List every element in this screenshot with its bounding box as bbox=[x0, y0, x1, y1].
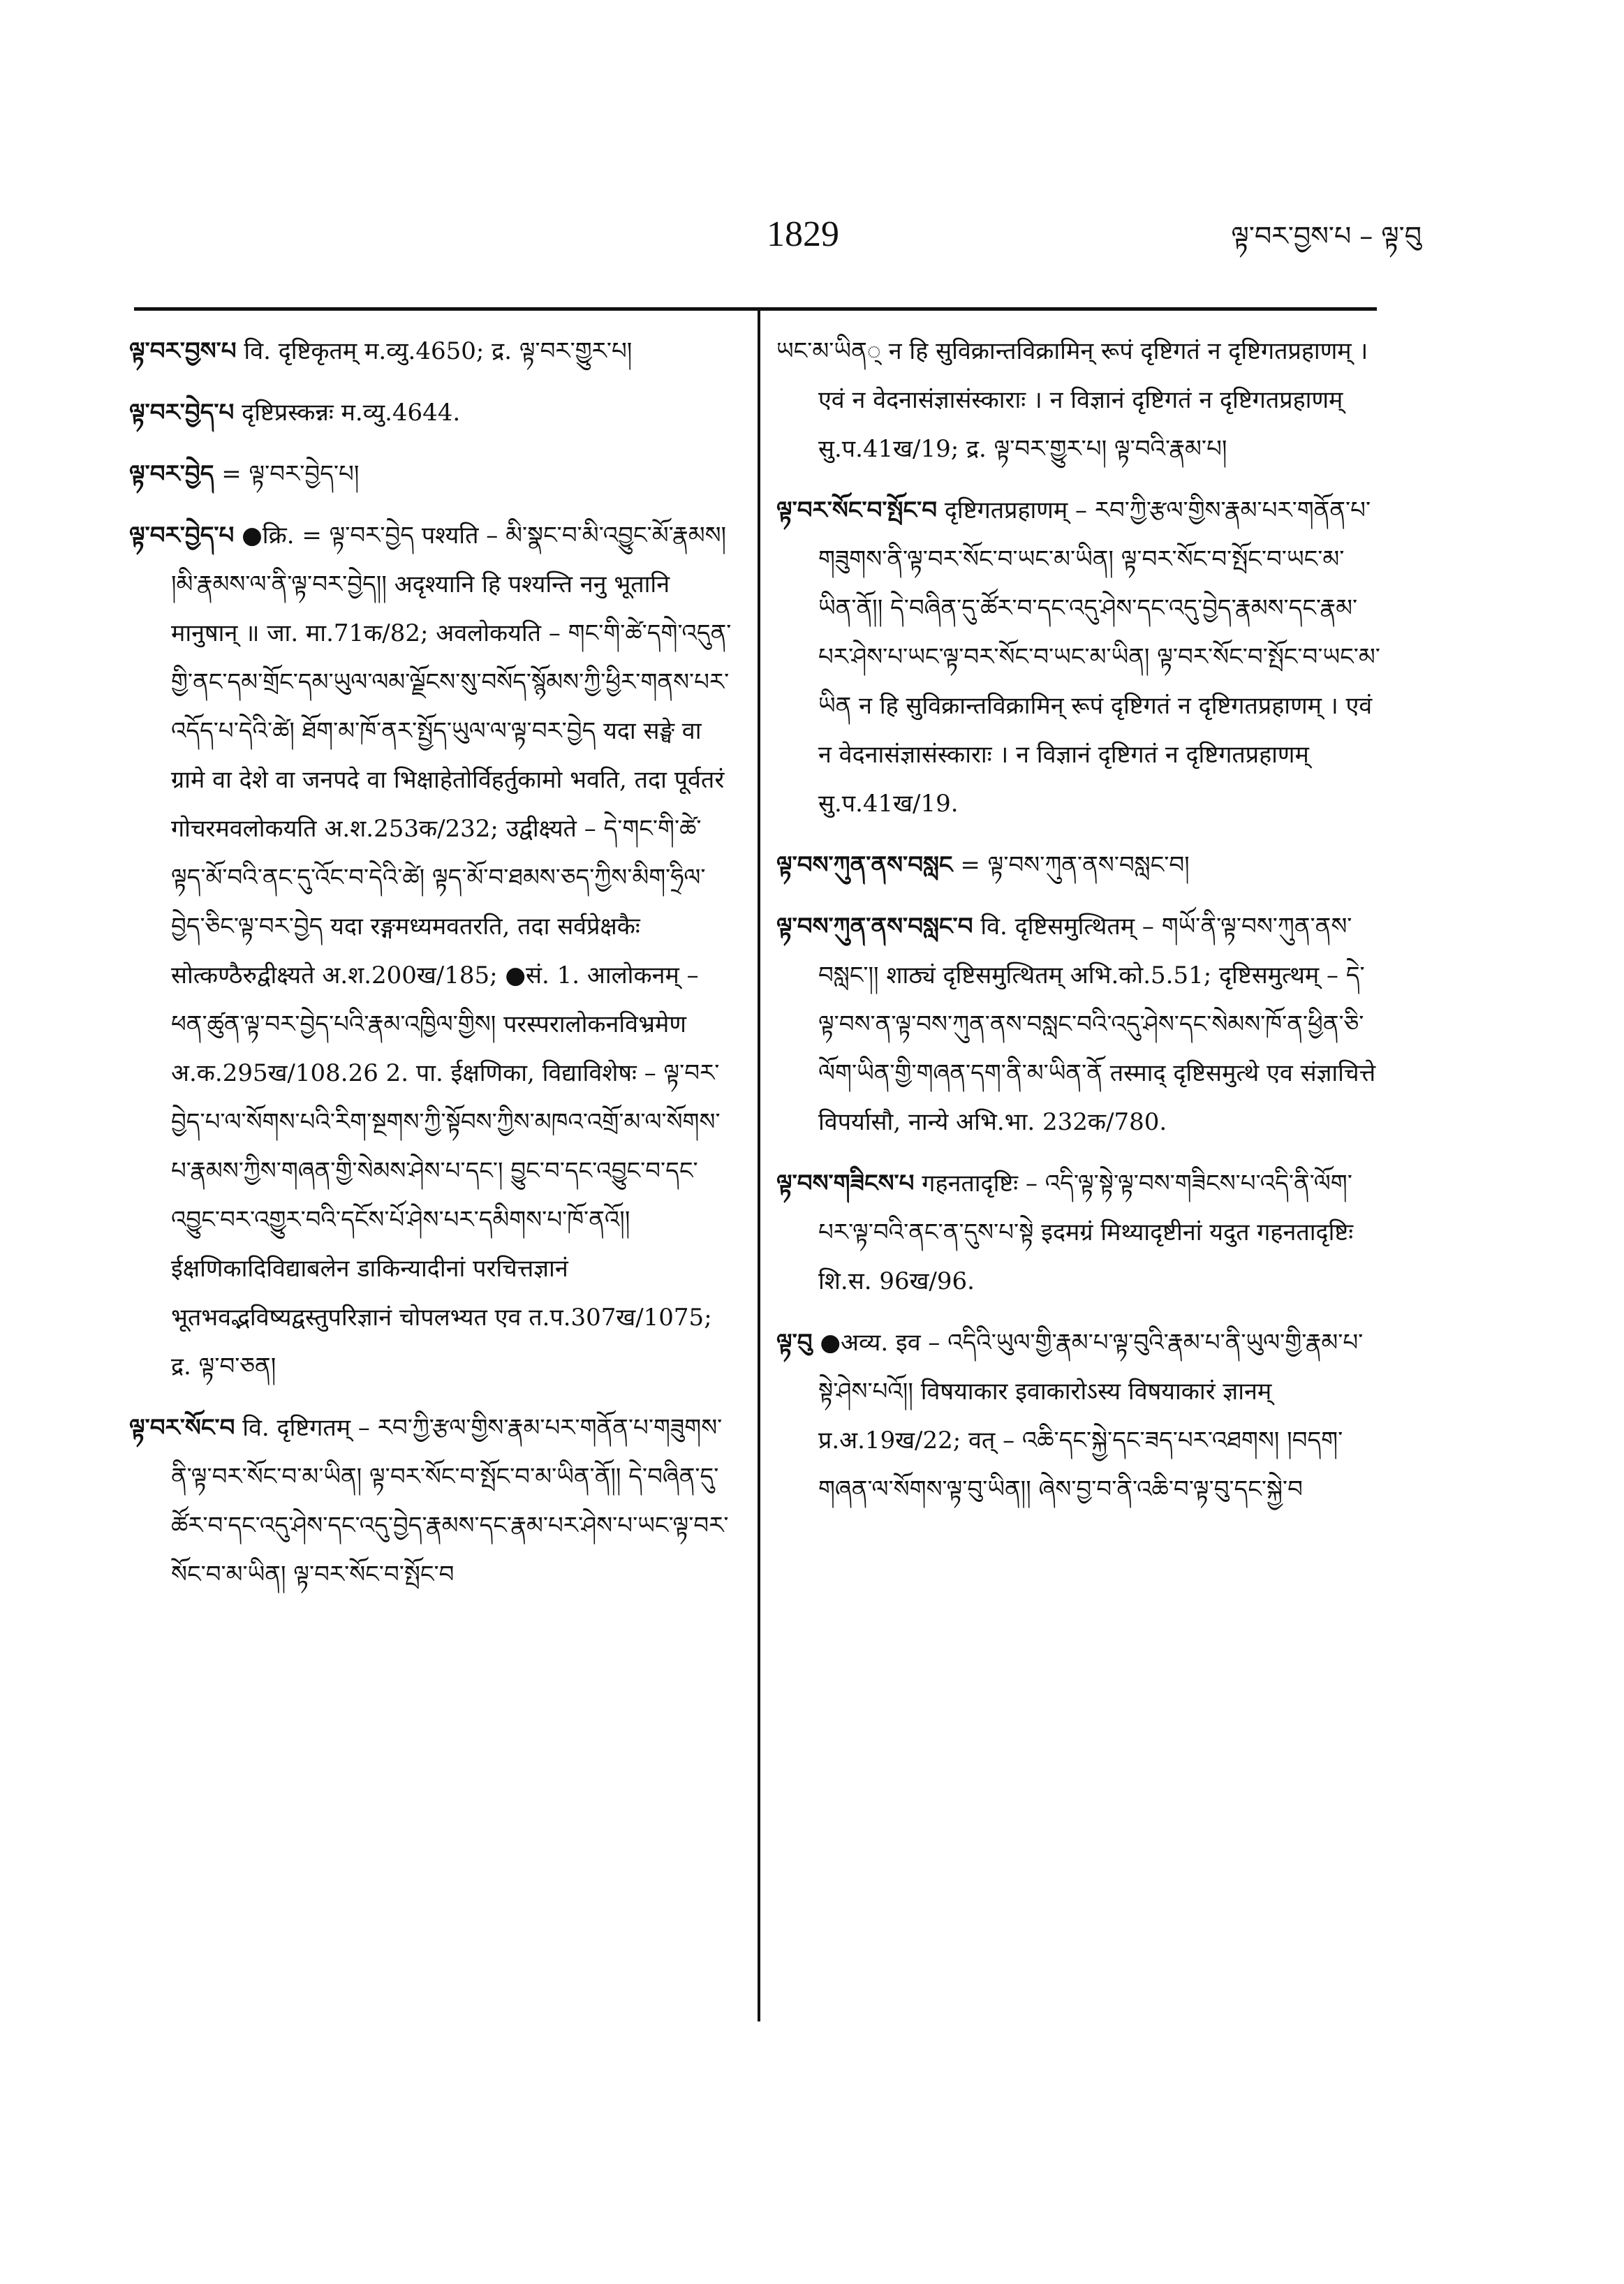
entry-text: ●क्रि. = ལྟ་བར་བྱེད पश्यति – མི་སྣང་བ་མི་འབྱུང་མོ་རྣམས། །མི་རྣམས་ལ་ནི་ལྟ་བར་བྱེད།། अदृश्यानि हि पश्यन्ति ननु भूतानि मानुषान् ॥ जा. मा.71क/82; अवलोकयति – གང་གི་ཚེ་དགེ་འདུན་གྱི་ནང་དམ་གྲོང་དམ་ཡུལ་ལམ་ལྗོངས་སུ་བསོད་སྙོམས་ཀྱི་ཕྱིར་གནས་པར་འདོད་པ་དེའི་ཚེ། ཐོག་མ་ཁོ་ནར་སྤྱོད་ཡུལ་ལ་ལྟ་བར་བྱེད यदा सङ्घे वा ग्रामे वा देशे वा जनपदे वा भिक्षाहेतोर्विहर्तुकामो भवति, तदा पूर्वतरं गोचरमवलोकयति अ.श.253क/232; उद्वीक्ष्यते – དེ་གང་གི་ཚེ་ལྟད་མོ་བའི་ནང་དུ་འོང་བ་དེའི་ཚེ། ལྟད་མོ་བ་ཐམས་ཅད་ཀྱིས་མིག་ཧྲིལ་བྱེད་ཅིང་ལྟ་བར་བྱེད यदा रङ्गमध्यमवतरति, तदा सर्वप्रेक्षकैः सोत्कण्ठैरुद्वीक्ष्यते अ.श.200ख/185; ●सं. 1. आलोकनम् – ཕན་ཚུན་ལྟ་བར་བྱེད་པའི་རྣམ་འཁྱིལ་གྱིས། परस्परालोकनविभ्रमेण अ.क.295ख/108.26 2. पा. ईक्षणिका, विद्याविशेषः – ལྟ་བར་བྱེད་པ་ལ་སོགས་པའི་རིག་སྔགས་ཀྱི་སྟོབས་ཀྱིས་མཁའ་འགྲོ་མ་ལ་སོགས་པ་རྣམས་ཀྱིས་གཞན་གྱི་སེམས་ཤེས་པ་དང་། བྱུང་བ་དང་འབྱུང་བ་དང་འབྱུང་བར་འགྱུར་བའི་དངོས་པོ་ཤེས་པར་དམིགས་པ་ཁོ་ནའོ།། ईक्षणिकादिविद्याबलेन डाकिन्यादीनां परचित्तज्ञानं भूतभवद्भविष्यद्वस्तुपरिज्ञानं चोपलभ्यत एव त.प.307ख/1075; द्र. ལྟ་བ་ཅན། bbox=[171, 522, 732, 1380]
entry-text: गहनतादृष्टिः – འདི་ལྟ་སྟེ་ལྟ་བས་གཟིངས་པ་འདི་ནི་ལོག་པར་ལྟ་བའི་ནང་ན་དུས་པ་སྟེ इदमग्रं मिथ्यादृष्टीनां यदुत गहनतादृष्टिः शि.स. 96ख/96. bbox=[818, 1170, 1354, 1295]
entry-headword: ལྟ་བར་བྱེད་པ bbox=[129, 399, 235, 427]
column-divider bbox=[758, 311, 760, 2021]
entry-headword: ལྟ་བས་གཟིངས་པ bbox=[776, 1170, 915, 1198]
entry-text: = ལྟ་བར་བྱེད་པ། bbox=[221, 460, 360, 488]
right-column bbox=[776, 327, 1381, 1526]
dictionary-entry bbox=[776, 1318, 1381, 1514]
entry-text: = ལྟ་བས་ཀུན་ནས་བསླང་བ། bbox=[960, 851, 1190, 879]
left-column bbox=[129, 327, 733, 1612]
header-rule bbox=[134, 307, 1377, 311]
entry-text: वि. दृष्टिकृतम् म.व्यु.4650; द्र. ལྟ་བར་གྱུར་པ། bbox=[244, 337, 633, 365]
dictionary-entry bbox=[776, 902, 1381, 1147]
page-number: 1829 bbox=[767, 214, 839, 254]
dictionary-entry bbox=[129, 327, 733, 376]
entry-headword: ལྟ་བར་བྱེད bbox=[129, 460, 214, 488]
entry-text: वि. दृष्टिगतम् – རབ་ཀྱི་རྩལ་གྱིས་རྣམ་པར་གནོན་པ་གཟུགས་ནི་ལྟ་བར་སོང་བ་མ་ཡིན། ལྟ་བར་སོང་བ་སྤོང་བ་མ་ཡིན་ནོ།། དེ་བཞིན་དུ་ཚོར་བ་དང་འདུ་ཤེས་དང་འདུ་བྱེད་རྣམས་དང་རྣམ་པར་ཤེས་པ་ཡང་ལྟ་བར་སོང་བ་མ་ཡིན། ལྟ་བར་སོང་བ་སྤོང་བ bbox=[171, 1414, 729, 1589]
dictionary-entry bbox=[129, 511, 733, 1391]
entry-text: वि. दृष्टिसमुत्थितम् – གཡོ་ནི་ལྟ་བས་ཀུན་ནས་བསླང་།། शाठ्यं दृष्टिसमुत्थितम् अभि.को.5.51; दृष्टिसमुत्थम् – དེ་ལྟ་བས་ན་ལྟ་བས་ཀུན་ནས་བསླང་བའི་འདུ་ཤེས་དང་སེམས་ཁོ་ན་ཕྱིན་ཅི་ལོག་ཡིན་གྱི་གཞན་དག་ནི་མ་ཡིན་ནོ तस्माद् दृष्टिसमुत्थे एव संज्ञाचित्ते विपर्यासौ, नान्ये अभि.भा. 232क/780. bbox=[818, 913, 1376, 1136]
dictionary-entry bbox=[776, 486, 1381, 828]
entry-headword: ལྟ་བར་བྱས་པ bbox=[129, 337, 237, 365]
entry-headword: ལྟ་བས་ཀུན་ནས་བསླང bbox=[776, 851, 953, 879]
dictionary-entry bbox=[776, 1159, 1381, 1306]
entry-headword: ལྟ་བར་སོང་བ bbox=[129, 1414, 235, 1442]
dictionary-entry bbox=[129, 450, 733, 499]
entry-headword: ལྟ་བུ bbox=[776, 1329, 813, 1357]
entry-text: ●अव्य. इव – འདིའི་ཡུལ་གྱི་རྣམ་པ་ལྟ་བུའི་རྣམ་པ་ནི་ཡུལ་གྱི་རྣམ་པ་སྟེ་ཤེས་པའོ།། विषयाकार इवाकारोऽस्य विषयाकारं ज्ञानम् प्र.अ.19ख/22; वत् – འཆི་དང་སྐྱེ་དང་ཟད་པར་འཐགས། །བདག་གཞན་ལ་སོགས་ལྟ་བུ་ཡིན།། ཞེས་བྱ་བ་ནི་འཆི་བ་ལྟ་བུ་དང་སྐྱེ་བ bbox=[818, 1329, 1364, 1503]
entry-text: दृष्टिगतप्रहाणम् – རབ་ཀྱི་རྩལ་གྱིས་རྣམ་པར་གནོན་པ་གཟུགས་ནི་ལྟ་བར་སོང་བ་ཡང་མ་ཡིན། ལྟ་བར་སོང་བ་སྤོང་བ་ཡང་མ་ཡིན་ནོ།། དེ་བཞིན་དུ་ཚོར་བ་དང་འདུ་ཤེས་དང་འདུ་བྱེད་རྣམས་དང་རྣམ་པར་ཤེས་པ་ཡང་ལྟ་བར་སོང་བ་ཡང་མ་ཡིན། ལྟ་བར་སོང་བ་སྤོང་བ་ཡང་མ་ཡིན न हि सुविक्रान्तविक्रामिन् रूपं दृष्टिगतं न दृष्टिगतप्रहाणम् । एवं न वेदनासंज्ञासंस्काराः । न विज्ञानं दृष्टिगतं न दृष्टिगतप्रहाणम् सु.प.41ख/19. bbox=[818, 496, 1380, 818]
dictionary-entry bbox=[129, 388, 733, 437]
entry-headword: ལྟ་བར་བྱེད་པ bbox=[129, 522, 235, 550]
dictionary-entry-continued bbox=[776, 327, 1381, 473]
dictionary-entry bbox=[129, 1403, 733, 1599]
running-head: ལྟ་བར་བྱས་པ – ལྟ་བུ bbox=[1231, 221, 1422, 251]
entry-text: दृष्टिप्रस्कन्नः म.व्यु.4644. bbox=[242, 399, 461, 427]
entry-headword: ལྟ་བར་སོང་བ་སྤོང་བ bbox=[776, 496, 938, 524]
entry-headword: ལྟ་བས་ཀུན་ནས་བསླང་བ bbox=[776, 913, 973, 941]
dictionary-entry bbox=[776, 841, 1381, 890]
entry-text: ཡང་མ་ཡིན् न हि सुविक्रान्तविक्रामिन् रूपं दृष्टिगतं न दृष्टिगतप्रहाणम् । एवं न वेदनासंज्ञासंस्काराः । न विज्ञानं दृष्टिगतं न दृष्टिगतप्रहाणम् सु.प.41ख/19; द्र. ལྟ་བར་གྱུར་པ། ལྟ་བའི་རྣམ་པ། bbox=[776, 337, 1368, 463]
